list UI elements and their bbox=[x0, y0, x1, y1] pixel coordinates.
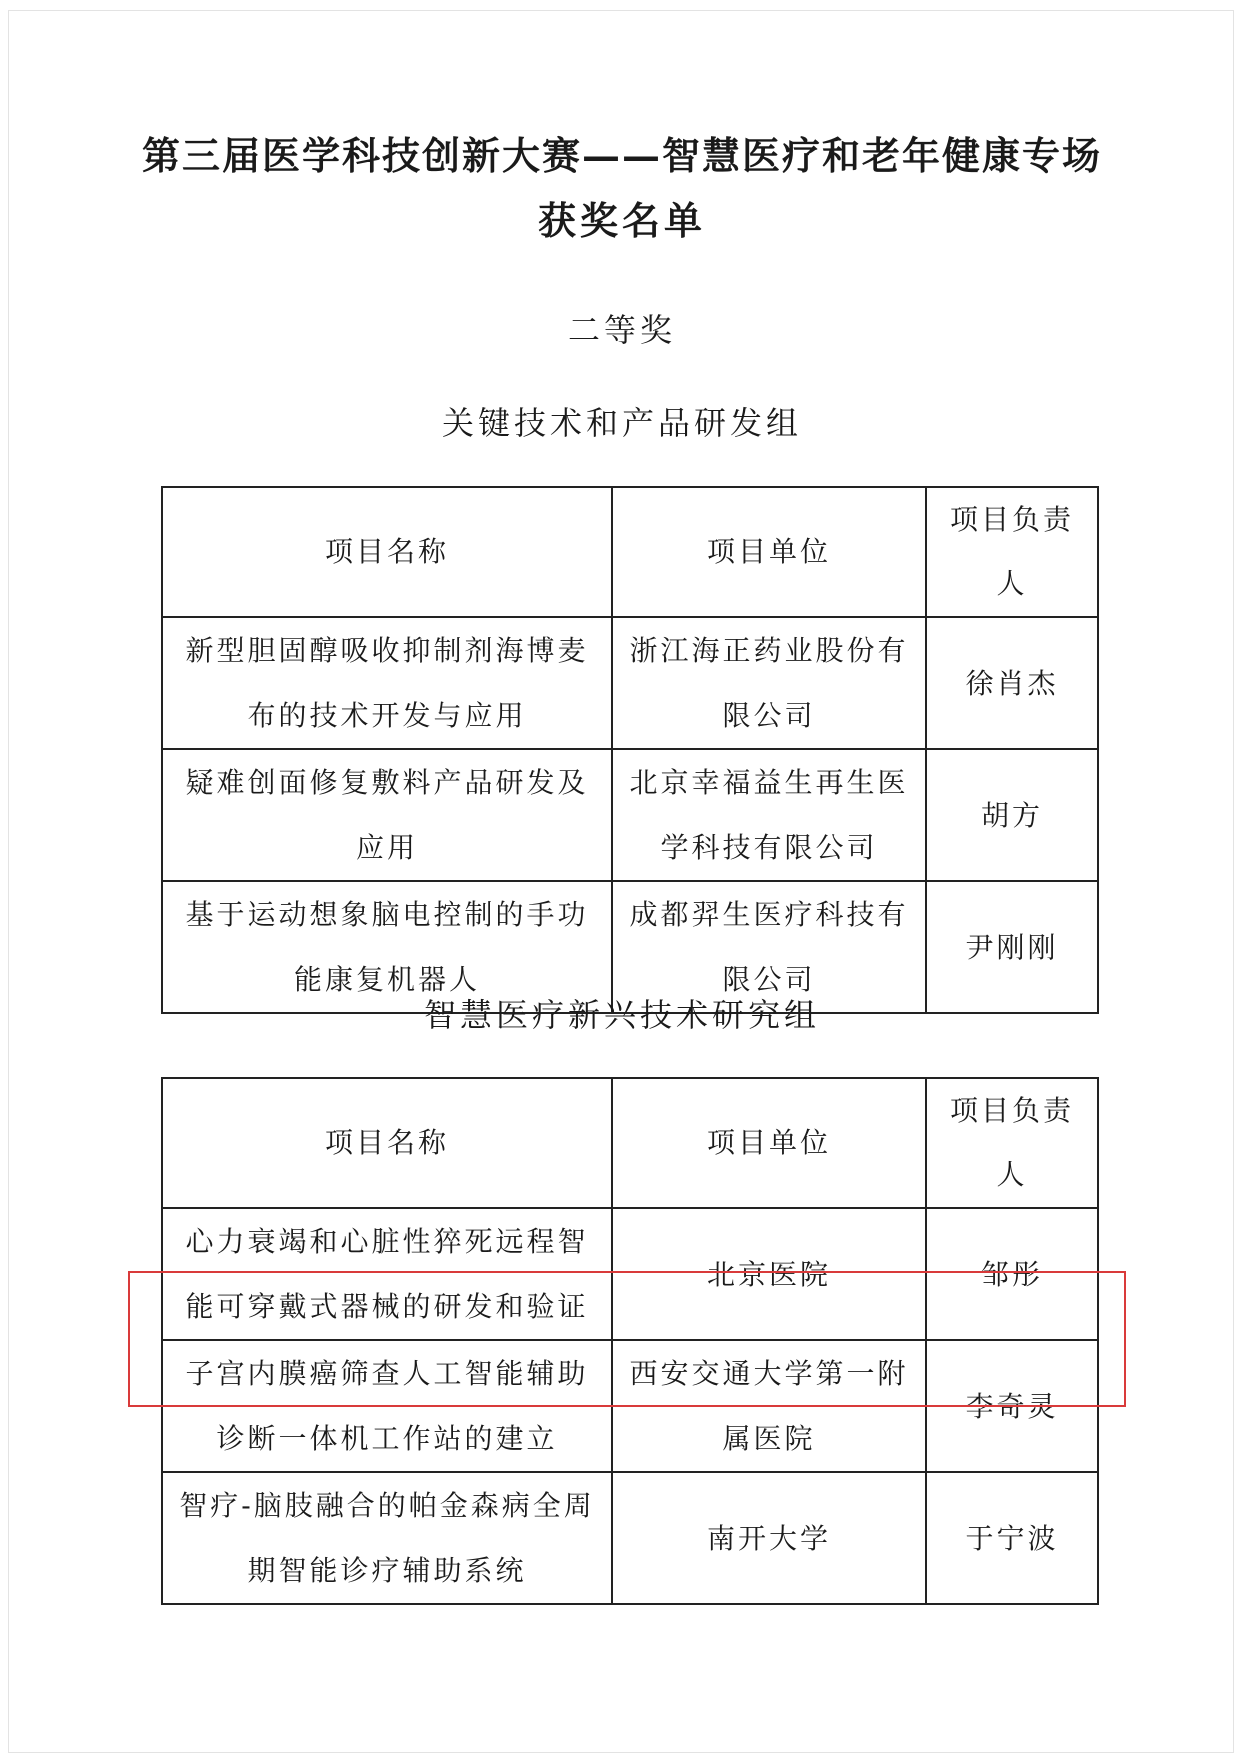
project-leader-cell: 李奇灵 bbox=[926, 1340, 1098, 1472]
document-subtitle: 获奖名单 bbox=[537, 198, 706, 243]
project-leader-cell: 徐肖杰 bbox=[926, 617, 1098, 749]
table-header-row bbox=[162, 1078, 1098, 1208]
project-name-cell: 疑难创面修复敷料产品研发及应用 bbox=[162, 749, 612, 881]
header-project-leader: 项目负责人 bbox=[926, 1078, 1098, 1208]
project-unit-cell: 浙江海正药业股份有限公司 bbox=[612, 617, 926, 749]
highlight-box bbox=[128, 1271, 1126, 1407]
project-leader-cell: 邹彤 bbox=[926, 1208, 1098, 1340]
document-title: 第三届医学科技创新大赛——智慧医疗和老年健康专场 bbox=[141, 133, 1102, 178]
header-project-unit: 项目单位 bbox=[612, 1078, 926, 1208]
project-unit-cell: 南开大学 bbox=[612, 1472, 926, 1604]
group-heading-1: 关键技术和产品研发组 bbox=[441, 404, 802, 442]
project-name-cell: 心力衰竭和心脏性猝死远程智能可穿戴式器械的研发和验证 bbox=[162, 1208, 612, 1340]
project-leader-cell: 胡方 bbox=[926, 749, 1098, 881]
project-name-cell: 智疗-脑肢融合的帕金森病全周期智能诊疗辅助系统 bbox=[162, 1472, 612, 1604]
table-row bbox=[162, 617, 1098, 749]
table-row bbox=[162, 749, 1098, 881]
project-name-cell: 基于运动想象脑电控制的手功能康复机器人 bbox=[162, 881, 612, 1013]
header-project-leader: 项目负责人 bbox=[926, 487, 1098, 617]
project-unit-cell: 成都羿生医疗科技有限公司 bbox=[612, 881, 926, 1013]
group-1-table bbox=[161, 486, 1099, 1014]
group-heading-2: 智慧医疗新兴技术研究组 bbox=[423, 996, 820, 1034]
project-name-cell: 新型胆固醇吸收抑制剂海博麦布的技术开发与应用 bbox=[162, 617, 612, 749]
table-row bbox=[162, 1472, 1098, 1604]
project-unit-cell: 西安交通大学第一附属医院 bbox=[612, 1340, 926, 1472]
header-project-name: 项目名称 bbox=[162, 487, 612, 617]
header-project-unit: 项目单位 bbox=[612, 487, 926, 617]
project-unit-cell: 北京幸福益生再生医学科技有限公司 bbox=[612, 749, 926, 881]
project-leader-cell: 尹刚刚 bbox=[926, 881, 1098, 1013]
header-project-name: 项目名称 bbox=[162, 1078, 612, 1208]
table-header-row bbox=[162, 487, 1098, 617]
project-name-cell: 子宫内膜癌筛查人工智能辅助诊断一体机工作站的建立 bbox=[162, 1340, 612, 1472]
project-leader-cell: 于宁波 bbox=[926, 1472, 1098, 1604]
project-unit-cell: 北京医院 bbox=[612, 1208, 926, 1340]
award-level-heading: 二等奖 bbox=[567, 311, 676, 349]
